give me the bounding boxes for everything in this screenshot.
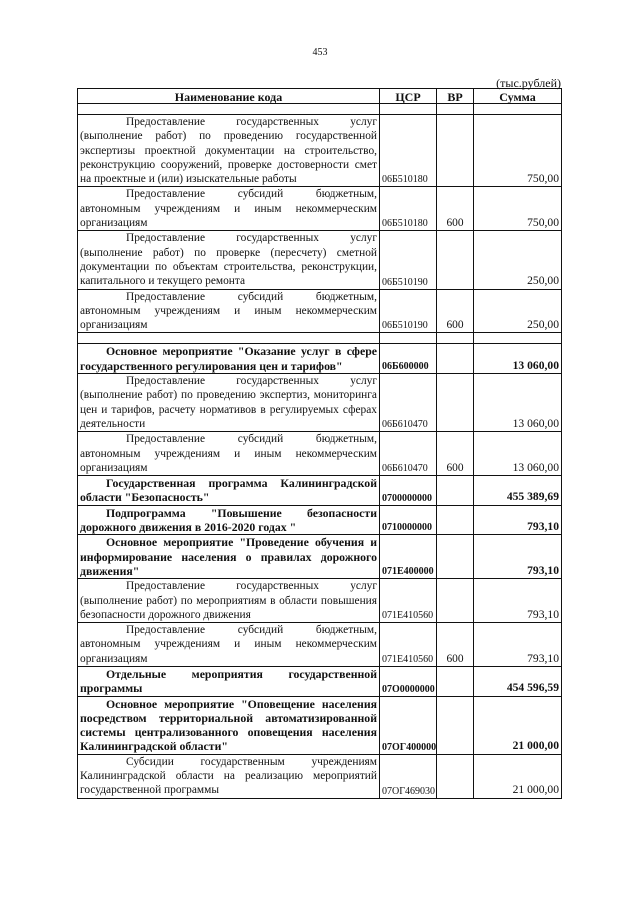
- row-csr-cell: 0700000000: [380, 476, 437, 506]
- table-row: [78, 505, 562, 535]
- row-name-cell: Предоставление государственных услуг (выполнение работ) по проведению экспертиз, мониторинга цен и тарифов, расчету нормативов в регулируемых сферах деятельности: [78, 374, 380, 432]
- row-name-cell: Предоставление государственных услуг (выполнение работ) по мероприятиям в области повышения безопасности дорожного движения: [78, 579, 380, 623]
- row-name-cell: Предоставление субсидий бюджетным, автономным учреждениям и иным некоммерческим организациям: [78, 289, 380, 333]
- row-sum-cell: 793,10: [474, 623, 562, 667]
- table-row: [78, 754, 562, 798]
- row-name-cell: Отдельные мероприятия государственной программы: [78, 666, 380, 696]
- table-row: [78, 187, 562, 231]
- row-sum-cell: 13 060,00: [474, 344, 562, 374]
- row-csr-cell: 06Б610470: [380, 432, 437, 476]
- row-vr-cell: [437, 754, 474, 798]
- row-csr-cell: 07ОГ469030: [380, 754, 437, 798]
- spacer-cell: [474, 333, 562, 344]
- row-sum-cell: 250,00: [474, 289, 562, 333]
- table-header-row: [78, 89, 562, 104]
- row-sum-cell: 750,00: [474, 115, 562, 187]
- spacer-cell: [474, 104, 562, 115]
- table-row: [78, 696, 562, 754]
- table-row: [78, 289, 562, 333]
- row-csr-cell: 06Б510180: [380, 187, 437, 231]
- row-vr-cell: 600: [437, 432, 474, 476]
- row-vr-cell: 600: [437, 187, 474, 231]
- row-csr-cell: 06Б610470: [380, 374, 437, 432]
- row-name-cell: Предоставление государственных услуг (выполнение работ) по проведению государственной экспертизы проектной документации на строительство, реконструкцию сооружений, проверке достоверности смет на проектные и (или) изыскательные работы: [78, 115, 380, 187]
- row-sum-cell: 21 000,00: [474, 696, 562, 754]
- row-sum-cell: 455 389,69: [474, 476, 562, 506]
- row-vr-cell: [437, 476, 474, 506]
- row-csr-cell: 071Е410560: [380, 579, 437, 623]
- header-csr: ЦСР: [380, 89, 437, 104]
- budget-table: [77, 88, 562, 799]
- row-vr-cell: [437, 115, 474, 187]
- row-sum-cell: 250,00: [474, 231, 562, 289]
- spacer-cell: [380, 104, 437, 115]
- row-name-cell: Государственная программа Калининградской области "Безопасность": [78, 476, 380, 506]
- table-row: [78, 231, 562, 289]
- spacer-cell: [78, 104, 380, 115]
- row-name-cell: Предоставление государственных услуг (выполнение работ) по проверке (пересчету) сметной документации по объектам строительства, реконструкции, капитального и текущего ремонта: [78, 231, 380, 289]
- table-row: [78, 115, 562, 187]
- row-sum-cell: 793,10: [474, 579, 562, 623]
- row-vr-cell: [437, 535, 474, 579]
- table-row: [78, 623, 562, 667]
- row-name-cell: Субсидии государственным учреждениям Калининградской области на реализацию мероприятий государственной программы: [78, 754, 380, 798]
- row-csr-cell: 06Б510180: [380, 115, 437, 187]
- row-vr-cell: [437, 505, 474, 535]
- spacer-cell: [437, 104, 474, 115]
- page-number: 453: [312, 47, 328, 58]
- row-csr-cell: 07О0000000: [380, 666, 437, 696]
- row-sum-cell: 13 060,00: [474, 374, 562, 432]
- header-sum: Сумма: [474, 89, 562, 104]
- row-vr-cell: 600: [437, 623, 474, 667]
- row-name-cell: Основное мероприятие "Проведение обучения и информирование населения о правилах дорожного движения": [78, 535, 380, 579]
- row-sum-cell: 750,00: [474, 187, 562, 231]
- row-vr-cell: [437, 579, 474, 623]
- row-name-cell: Предоставление субсидий бюджетным, автономным учреждениям и иным некоммерческим организациям: [78, 432, 380, 476]
- header-vr: ВР: [437, 89, 474, 104]
- table-row: [78, 666, 562, 696]
- table-row: [78, 374, 562, 432]
- table-body: [78, 104, 562, 799]
- row-sum-cell: 793,10: [474, 535, 562, 579]
- table-row: [78, 579, 562, 623]
- table-row: [78, 476, 562, 506]
- header-name: Наименование кода: [78, 89, 380, 104]
- row-csr-cell: 071Е400000: [380, 535, 437, 579]
- row-csr-cell: 071Е410560: [380, 623, 437, 667]
- table-row: [78, 344, 562, 374]
- row-vr-cell: [437, 666, 474, 696]
- row-vr-cell: [437, 374, 474, 432]
- row-csr-cell: 06Б510190: [380, 289, 437, 333]
- row-csr-cell: 06Б600000: [380, 344, 437, 374]
- spacer-row: [78, 333, 562, 344]
- spacer-cell: [437, 333, 474, 344]
- spacer-cell: [380, 333, 437, 344]
- row-sum-cell: 13 060,00: [474, 432, 562, 476]
- row-name-cell: Предоставление субсидий бюджетным, автономным учреждениям и иным некоммерческим организациям: [78, 623, 380, 667]
- row-vr-cell: [437, 344, 474, 374]
- row-vr-cell: [437, 231, 474, 289]
- row-csr-cell: 07ОГ400000: [380, 696, 437, 754]
- row-sum-cell: 454 596,59: [474, 666, 562, 696]
- row-name-cell: Подпрограмма "Повышение безопасности дорожного движения в 2016-2020 годах ": [78, 505, 380, 535]
- row-vr-cell: [437, 696, 474, 754]
- row-sum-cell: 793,10: [474, 505, 562, 535]
- row-sum-cell: 21 000,00: [474, 754, 562, 798]
- table-row: [78, 432, 562, 476]
- table-row: [78, 535, 562, 579]
- units-label: (тыс.рублей): [496, 76, 561, 90]
- row-name-cell: Основное мероприятие "Оповещение населения посредством территориальной автоматизированной системы централизованного оповещения населения Калининградской области": [78, 696, 380, 754]
- row-name-cell: Предоставление субсидий бюджетным, автономным учреждениям и иным некоммерческим организациям: [78, 187, 380, 231]
- row-csr-cell: 0710000000: [380, 505, 437, 535]
- spacer-row: [78, 104, 562, 115]
- row-vr-cell: 600: [437, 289, 474, 333]
- row-csr-cell: 06Б510190: [380, 231, 437, 289]
- spacer-cell: [78, 333, 380, 344]
- row-name-cell: Основное мероприятие "Оказание услуг в сфере государственного регулирования цен и тарифов": [78, 344, 380, 374]
